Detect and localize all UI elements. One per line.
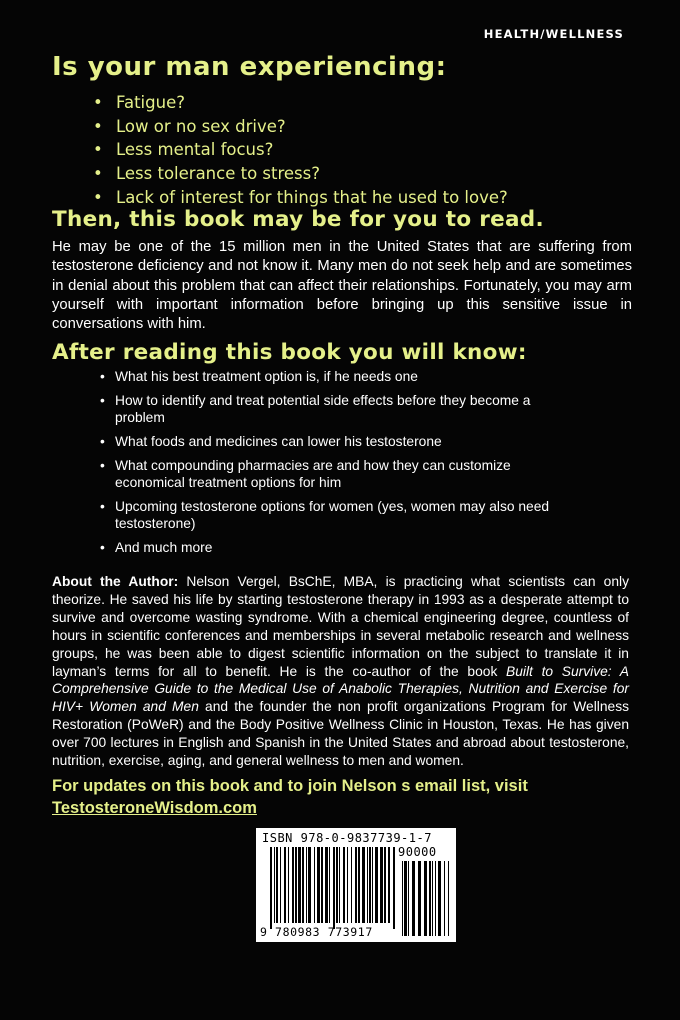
isbn-label: ISBN 978-0-9837739-1-7 — [262, 831, 432, 845]
bullet-icon: • — [100, 393, 105, 408]
bullet-icon: • — [93, 187, 103, 207]
symptom-item — [93, 186, 508, 210]
category-label: HEALTH/WELLNESS — [483, 27, 624, 41]
bullet-icon: • — [93, 140, 103, 160]
bullet-icon: • — [100, 458, 105, 473]
benefit-list — [100, 368, 560, 563]
benefit-item — [100, 457, 560, 491]
bullet-icon: • — [100, 434, 105, 449]
symptom-text: Fatigue? — [116, 93, 185, 112]
about-author-label: About the Author: — [52, 574, 179, 589]
about-author-paragraph — [52, 573, 629, 770]
about-author-text: Nelson Vergel, BsChE, MBA, is practicing what scientists can only theorize. He saved his life by starting testosterone therapy in 1993 as a desperate attempt to survive and overcome wasting syndrome. With a chemical engineering degree, countless of hours in scientific conferences and memberships in several metabolic research and wellness groups, he was been able to digest scientific information on the subject to translate it in layman’s terms for all to benefit. He is the co-author of the book — [52, 574, 629, 679]
benefit-item — [100, 498, 560, 532]
updates-paragraph — [52, 775, 632, 819]
bullet-icon: • — [93, 93, 103, 112]
symptom-item — [93, 115, 508, 139]
symptom-list — [93, 91, 508, 210]
bullet-icon: • — [100, 540, 105, 555]
then-heading: Then, this book may be for you to read. — [52, 207, 544, 232]
book-title: Built to Survive: A Comprehensive Guide to the Medical Use of Anabolic Therapies, Nutrition and Exercise for HIV+ Women and Men — [52, 663, 630, 715]
benefit-text: How to identify and treat potential side effects before they become a problem — [115, 393, 531, 425]
symptom-item — [93, 162, 508, 186]
bullet-icon: • — [100, 369, 105, 384]
about-author-text-continued: and the founder the non profit organizations Program for Wellness Restoration (PoWeR) and the Body Positive Wellness Clinic in Houston, Texas. He has given over 700 lectures in English and Spanish in the United States and abroad about testosterone, nutrition, exercise, aging, and general wellness to men and women. — [52, 699, 629, 769]
benefit-item — [100, 368, 560, 385]
benefit-text: What foods and medicines can lower his testosterone — [115, 434, 442, 449]
after-heading: After reading this book you will know: — [52, 340, 527, 365]
benefit-text: What compounding pharmacies are and how they can customize economical treatment options for him — [115, 458, 511, 490]
bullet-icon: • — [100, 499, 105, 514]
benefit-text: And much more — [115, 540, 213, 555]
benefit-text: What his best treatment option is, if he needs one — [115, 369, 418, 384]
isbn-barcode — [256, 828, 456, 942]
symptom-text: Less mental focus? — [116, 140, 274, 160]
headline: Is your man experiencing: — [52, 52, 447, 82]
bullet-icon: • — [93, 116, 103, 136]
bullet-icon: • — [93, 164, 103, 184]
symptom-text: Lack of interest for things that he used to love? — [116, 187, 508, 207]
symptom-item — [93, 138, 508, 162]
updates-text: For updates on this book and to join Nelson s email list, visit — [52, 777, 528, 795]
benefit-item — [100, 392, 560, 426]
benefit-item — [100, 539, 560, 556]
website-link[interactable]: TestosteroneWisdom.com — [52, 799, 257, 817]
benefit-item — [100, 433, 560, 450]
barcode-digits: 9 780983 773917 — [260, 925, 373, 939]
symptom-text: Less tolerance to stress? — [116, 164, 321, 184]
price-code: 90000 — [398, 845, 437, 859]
symptom-text: Low or no sex drive? — [116, 116, 286, 136]
benefit-text: Upcoming testosterone options for women (yes, women may also need testosterone) — [115, 499, 550, 531]
symptom-item — [93, 91, 508, 115]
intro-paragraph: He may be one of the 15 million men in the United States that are suffering from testosterone deficiency and not know it. Many men do not seek help and are sometimes in denial about this problem that can affect their relationships. Fortunately, you may arm yourself with important information before bringing up this sensitive issue in conversations with him. — [52, 239, 632, 333]
